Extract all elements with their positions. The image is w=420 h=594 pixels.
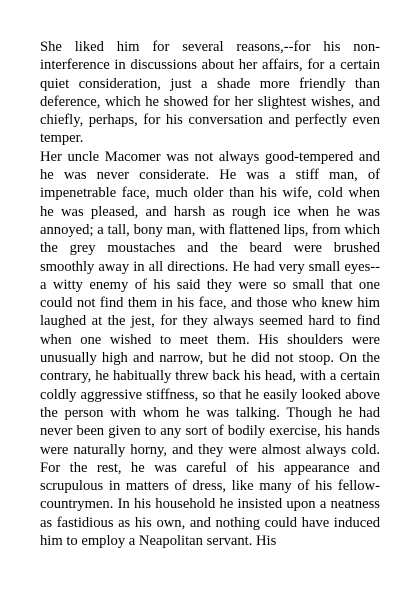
paragraph-2: Her uncle Macomer was not always good-tempered and he was never considerate. He was a stiff man, of impenetrable face, much older than his wife, cold when he was pleased, and harsh as rough ice when he was annoyed; a tall, bony man, with flattened lips, from which the grey moustaches and the beard were brushed smoothly away in all directions. He had very small eyes--a witty enemy of his said they were so small that one could not find them in his face, and those who knew him laughed at the jest, for they always seemed hard to find when one wished to meet them. His shoulders were unusually high and narrow, but he did not stoop. On the contrary, he habitually threw back his head, with a certain coldly aggressive stiffness, so that he easily looked above the person with whom he was talking. Though he had never been given to any sort of bodily exercise, his hands were naturally horny, and they were almost always cold. For the rest, he was careful of his appearance and scrupulous in matters of dress, like many of his fellow-countrymen. In his household he insisted upon a neatness as fastidious as his own, and nothing could have induced him to employ a Neapolitan servant. His [40,148,380,550]
page-text-block [40,38,380,550]
paragraph-1: She liked him for several reasons,--for his non-interference in discussions about her affairs, for a certain quiet consideration, just a shade more friendly than deference, which he showed for her slightest wishes, and chiefly, perhaps, for his conversation and perfectly even temper. [40,39,380,147]
